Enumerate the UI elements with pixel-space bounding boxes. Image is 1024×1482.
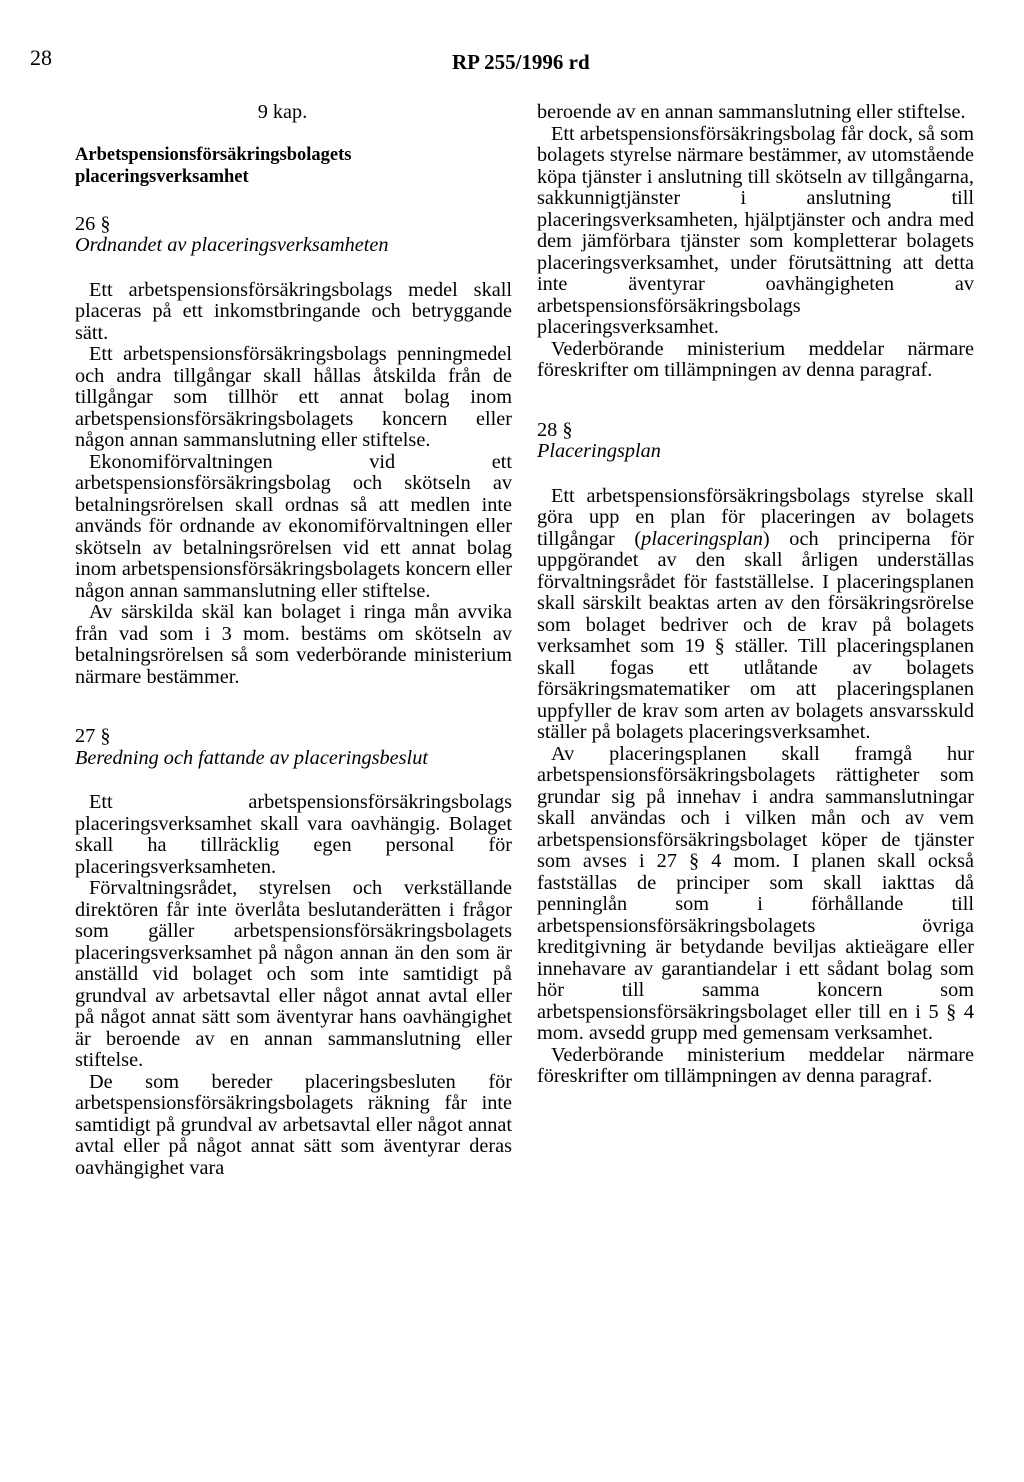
section-28-number: 28 § (537, 418, 573, 441)
section-28-paragraph: Vederbörande ministerium meddelar närmare föreskrifter om tillämpningen av denna paragraf. (537, 1043, 974, 1087)
page-number: 28 (30, 45, 52, 70)
section-28-text: ) och principerna för uppgörandet av den skall årligen underställas förvaltningsrådet för fastställelse. I placeringsplanen skall särskilt beaktas arten av den försäkringsrörelse som bolaget bedriver och de krav på bolagets verksamhet som 19 § ställer. Till placeringsplanen skall fogas ett utlåtande av bolagets försäkringsmatematiker om att placeringsplanen uppfyller de krav som arten av bolagets ansvarsskuld ställer på bolagets placeringsverksamhet. (537, 527, 974, 743)
section-26-paragraph: Ett arbetspensionsförsäkringsbolags medel skall placeras på ett inkomstbringande och betryggande sätt. (75, 278, 512, 344)
document-reference: RP 255/1996 rd (452, 50, 590, 74)
chapter-heading (75, 144, 512, 188)
section-26-paragraph: Ekonomiförvaltningen vid ett arbetspensionsförsäkringsbolag och skötseln av betalningsrörelsen skall ordnas så att medlen inte används för ordnande av ekonomiförvaltningen eller skötseln av betalningsrörelsen vid ett annat bolag inom arbetspensionsförsäkringsbolagets koncern eller någon annan sammanslutning eller stiftelse. (75, 450, 512, 602)
chapter-title-line1: Arbetspensionsförsäkringsbolagets (75, 144, 352, 165)
chapter-number: 9 kap. (257, 101, 308, 123)
section-27-paragraph: Ett arbetspensionsförsäkringsbolags placeringsverksamhet skall vara oavhängig. Bolaget skall ha tillräcklig egen personal för placeringsverksamheten. (75, 791, 512, 878)
section-28-text: Ett arbetspensionsförsäkringsbolags styrelse skall göra upp en plan för placeringen av bolagets tillgångar ( (537, 484, 974, 550)
chapter-title-line2: placeringsverksamhet (75, 166, 249, 187)
section-27-paragraph: De som bereder placeringsbesluten för arbetspensionsförsäkringsbolagets räkning får inte samtidigt på grundval av arbetsavtal eller något annat avtal eller på något annat sätt som äventyrar deras oavhängighet vara (75, 1070, 512, 1179)
section-27-paragraph: Vederbörande ministerium meddelar närmare föreskrifter om tillämpningen av denna paragraf. (537, 337, 974, 381)
section-27-number: 27 § (75, 725, 111, 747)
section-26-number: 26 § (75, 212, 111, 235)
section-27-title: Beredning och fattande av placeringsbeslut (75, 746, 428, 769)
section-28-paragraph: Av placeringsplanen skall framgå hur arbetspensionsförsäkringsbolagets rättigheter som grundar sig på innehav i andra sammanslutningar skall användas och i vilken mån och av vem arbetspensionsförsäkringsbolaget köper de tjänster som avses i 27 § 4 mom. I planen skall också fastställas de principer som skall iakttas då penninglån som i förhållande till arbetspensionsförsäkringsbolagets övriga kreditgivning är betydande beviljas aktieägare eller innehavare av garantiandelar i ett sådant bolag som hör till samma koncern som arbetspensionsförsäkringsbolaget eller till en i 5 § 4 mom. avsedd grupp med gemensam verksamhet. (537, 742, 974, 1044)
continued-text: beroende av en annan sammanslutning eller stiftelse. (537, 101, 966, 123)
defined-term: placeringsplan (641, 527, 763, 550)
left-column (75, 102, 512, 1179)
right-column (537, 102, 974, 1088)
section-28-paragraph (537, 486, 974, 744)
section-26-paragraph: Ett arbetspensionsförsäkringsbolags penningmedel och andra tillgångar skall hållas åtskilda från de tillgångar som tillhör ett annat bolag inom arbetspensionsförsäkringsbolagets koncern eller någon annan sammanslutning eller stiftelse. (75, 343, 512, 451)
section-27-paragraph: Förvaltningsrådet, styrelsen och verkställande direktören får inte överlåta beslutanderätten i frågor som gäller arbetspensionsförsäkringsbolagets placeringsverksamhet på någon annan än den som är anställd vid bolaget och som inte samtidigt på grundval av arbetsavtal eller något annat avtal eller på något annat sätt som äventyrar hans oavhängighet är beroende av en annan sammanslutning eller stiftelse. (75, 877, 512, 1071)
section-26-title: Ordnandet av placeringsverksamheten (75, 234, 389, 256)
section-26-paragraph: Av särskilda skäl kan bolaget i ringa mån avvika från vad som i 3 mom. bestäms om skötseln av betalningsrörelsen så som vederbörande ministerium närmare bestämmer. (75, 601, 512, 688)
section-28-title: Placeringsplan (537, 440, 661, 462)
section-27-paragraph: Ett arbetspensionsförsäkringsbolag får dock, så som bolagets styrelse närmare bestämmer, av utomstående köpa tjänster i anslutning till skötseln av tillgångarna, sakkunnigtjänster i anslutning till placeringsverksamheten, hjälptjänster och andra med dem jämförbara tjänster som kompletterar bolagets placeringsverksamhet, under förutsättning att detta inte äventyrar oavhängigheten av arbetspensionsförsäkringsbolags placeringsverksamhet. (537, 122, 974, 338)
